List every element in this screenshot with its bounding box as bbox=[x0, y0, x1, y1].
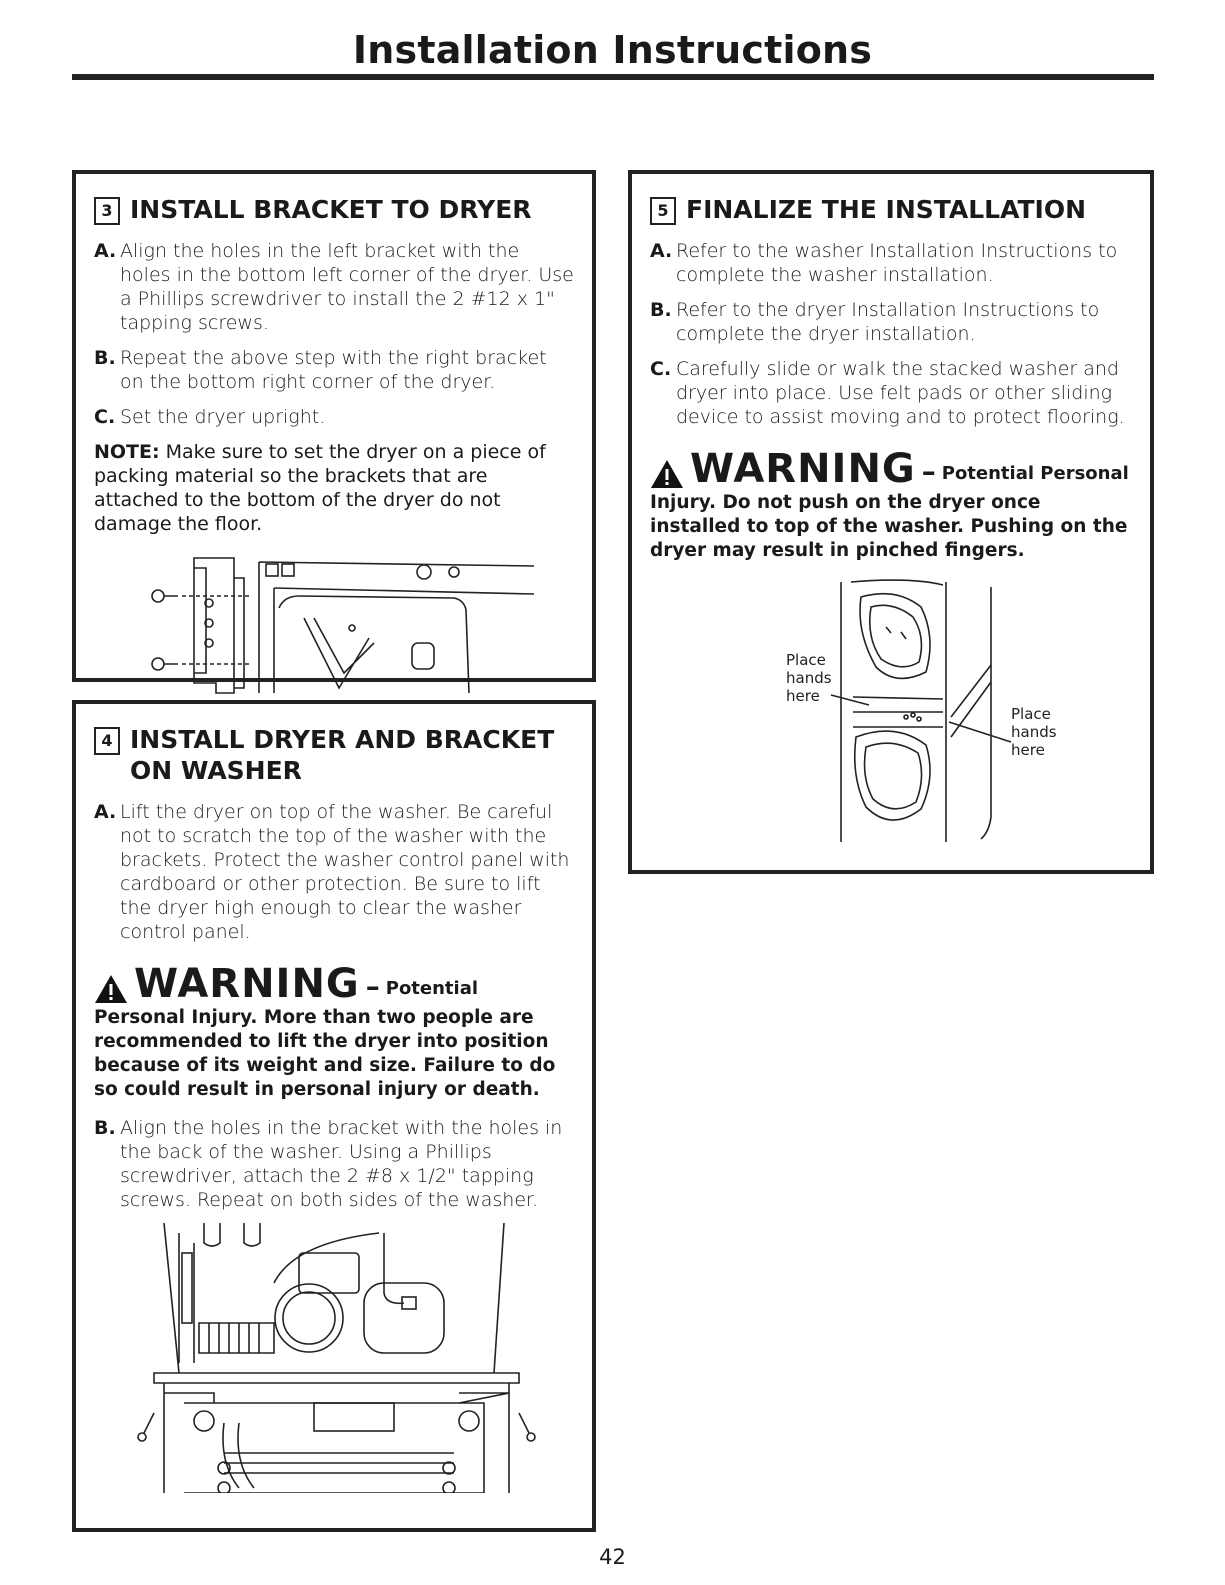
step-3-item-a bbox=[94, 239, 574, 335]
item-text: Set the dryer upright. bbox=[120, 406, 326, 428]
bracket-to-dryer-illustration bbox=[134, 548, 534, 698]
callout-right-line3: here bbox=[1011, 741, 1045, 759]
item-text: Align the holes in the bracket with the holes in the back of the washer. Using a Phillips screwdriver, attach the 2 #8 x 1/2" tapping screws. Repeat on both sides of the washer. bbox=[120, 1117, 563, 1211]
step-5-heading bbox=[650, 194, 1132, 225]
item-letter: A. bbox=[650, 240, 673, 262]
warning-body: Personal Injury. More than two people are recommended to lift the dryer into position because of its weight and size. Failure to do so could result in personal injury or death. bbox=[94, 1007, 556, 1100]
note-label: NOTE: bbox=[94, 441, 160, 463]
warning-dash: – bbox=[921, 455, 936, 488]
item-letter: B. bbox=[94, 347, 116, 369]
callout-left-line2: hands bbox=[786, 669, 832, 687]
title-divider bbox=[72, 74, 1154, 80]
item-letter: A. bbox=[94, 240, 117, 262]
step-5-panel bbox=[628, 170, 1154, 874]
step-3-heading bbox=[94, 194, 574, 225]
callout-right-line1: Place bbox=[1011, 705, 1051, 723]
step-3-item-c bbox=[94, 405, 574, 429]
step-5-item-c bbox=[650, 357, 1132, 429]
page-title: Installation Instructions bbox=[352, 28, 873, 72]
step-4-number-badge: 4 bbox=[94, 727, 120, 755]
dryer-on-washer-illustration bbox=[124, 1223, 544, 1493]
step-3-note bbox=[94, 440, 574, 536]
item-text: Refer to the washer Installation Instructions to complete the washer installation. bbox=[676, 240, 1118, 286]
item-letter: A. bbox=[94, 801, 117, 823]
step-4-item-b bbox=[94, 1116, 574, 1212]
item-text: Carefully slide or walk the stacked washer and dryer into place. Use felt pads or other sliding device to assist moving and to protect flooring. bbox=[676, 358, 1125, 428]
item-text: Refer to the dryer Installation Instructions to complete the dryer installation. bbox=[676, 299, 1100, 345]
step-5-list bbox=[650, 239, 1132, 429]
item-letter: C. bbox=[650, 358, 672, 380]
warning-lead: Potential Personal bbox=[941, 463, 1129, 484]
step-4-warning bbox=[94, 961, 574, 1102]
step-4-panel bbox=[72, 700, 596, 1532]
item-text: Lift the dryer on top of the washer. Be careful not to scratch the top of the washer with the brackets. Protect the washer control panel with cardboard or other protection. Be sure to lift the dryer high enough to clear the washer control panel. bbox=[120, 801, 570, 943]
warning-body: Injury. Do not push on the dryer once installed to top of the washer. Pushing on the dryer may result in pinched fingers. bbox=[650, 492, 1128, 561]
callout-left-line3: here bbox=[786, 687, 820, 705]
page-number: 42 bbox=[599, 1545, 626, 1569]
step-3-number-badge: 3 bbox=[94, 197, 120, 225]
warning-word: WARNING bbox=[690, 446, 916, 492]
warning-lead: Potential bbox=[385, 978, 479, 999]
item-text: Repeat the above step with the right bracket on the bottom right corner of the dryer. bbox=[120, 347, 547, 393]
step-5-warning bbox=[650, 446, 1132, 563]
callout-left-line1: Place bbox=[786, 651, 826, 669]
step-5-item-b bbox=[650, 298, 1132, 346]
item-letter: B. bbox=[94, 1117, 116, 1139]
step-3-panel bbox=[72, 170, 596, 682]
warning-word: WARNING bbox=[134, 961, 360, 1007]
step-4-title: INSTALL DRYER AND BRACKET ON WASHER bbox=[130, 725, 555, 785]
step-5-number-badge: 5 bbox=[650, 197, 676, 225]
step-5-item-a bbox=[650, 239, 1132, 287]
stacked-units-illustration bbox=[681, 577, 1101, 847]
item-letter: C. bbox=[94, 406, 116, 428]
callout-right-line2: hands bbox=[1011, 723, 1057, 741]
item-text: Align the holes in the left bracket with the holes in the bottom left corner of the dryer. Use a Phillips screwdriver to install the 2 #12 x 1" tapping screws. bbox=[120, 240, 574, 334]
step-3-list bbox=[94, 239, 574, 429]
item-letter: B. bbox=[650, 299, 672, 321]
step-4-heading bbox=[94, 724, 574, 786]
warning-triangle-icon bbox=[650, 459, 684, 489]
warning-triangle-icon bbox=[94, 974, 128, 1004]
step-4-item-a bbox=[94, 800, 574, 944]
warning-dash: – bbox=[365, 970, 380, 1003]
step-3-item-b bbox=[94, 346, 574, 394]
note-text: Make sure to set the dryer on a piece of packing material so the brackets that are attached to the bottom of the dryer do not damage the floor. bbox=[94, 441, 546, 535]
step-5-title: FINALIZE THE INSTALLATION bbox=[686, 195, 1087, 224]
step-3-title: INSTALL BRACKET TO DRYER bbox=[130, 195, 532, 224]
